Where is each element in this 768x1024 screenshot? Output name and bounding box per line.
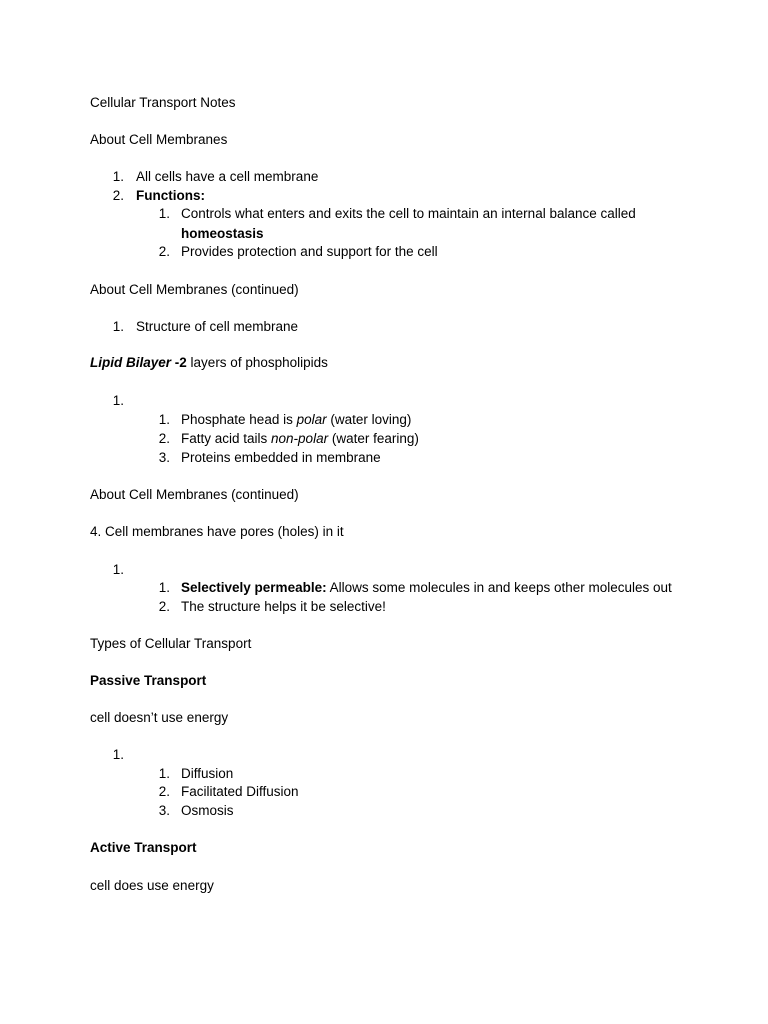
lipid-bilayer-term: Lipid Bilayer <box>90 355 172 370</box>
sublist-item: Facilitated Diffusion <box>181 784 299 799</box>
active-transport-heading: Active Transport <box>90 840 197 855</box>
sublist-number: 1. <box>158 580 170 595</box>
sublist-number: 2. <box>158 431 170 446</box>
list-number: 1. <box>112 562 124 577</box>
section-heading-continued: About Cell Membranes (continued) <box>90 282 299 297</box>
sublist-number: 2. <box>158 244 170 259</box>
sublist-number: 2. <box>158 599 170 614</box>
sublist-item: Proteins embedded in membrane <box>181 450 381 465</box>
passive-transport-heading: Passive Transport <box>90 673 207 688</box>
sublist-number: 2. <box>158 784 170 799</box>
list-item: Structure of cell membrane <box>136 319 299 334</box>
lipid-bilayer-dash: -2 <box>171 355 187 370</box>
lipid-bilayer-text: layers of phospholipids <box>186 355 328 370</box>
homeostasis-term: homeostasis <box>181 226 264 241</box>
sublist-item: Osmosis <box>181 803 234 818</box>
section-heading-types: Types of Cellular Transport <box>90 636 252 651</box>
list-number: 1. <box>112 319 124 334</box>
section-heading-continued: About Cell Membranes (continued) <box>90 487 299 502</box>
sublist-item: Controls what enters and exits the cell to maintain an internal balance called <box>181 206 636 221</box>
sublist-number: 3. <box>158 450 170 465</box>
lipid-bilayer-line <box>90 354 328 373</box>
sublist-item: Diffusion <box>181 766 234 781</box>
list-number: 1. <box>112 747 124 762</box>
sublist-item: Provides protection and support for the cell <box>181 244 438 259</box>
list-number: 1. <box>112 169 124 184</box>
sublist-number: 1. <box>158 206 170 221</box>
active-transport-desc: cell does use energy <box>90 878 214 893</box>
passive-transport-desc: cell doesn’t use energy <box>90 710 229 725</box>
list-number: 1. <box>112 393 124 408</box>
sublist-text: Fatty acid tails <box>181 431 272 446</box>
sublist-text: (water fearing) <box>328 431 419 446</box>
sublist-item <box>181 411 411 430</box>
list-item: All cells have a cell membrane <box>136 169 319 184</box>
sublist-text: Phosphate head is <box>181 412 297 427</box>
sublist-emphasis: non-polar <box>271 431 329 446</box>
selectively-permeable-term: Selectively permeable: <box>181 580 327 595</box>
sublist-item <box>181 430 419 449</box>
page-title: Cellular Transport Notes <box>90 95 236 110</box>
sublist-emphasis: polar <box>296 412 327 427</box>
sublist-number: 3. <box>158 803 170 818</box>
pores-line: 4. Cell membranes have pores (holes) in it <box>90 524 344 539</box>
sublist-item <box>181 579 672 598</box>
sublist-number: 1. <box>158 766 170 781</box>
list-number: 2. <box>112 188 124 203</box>
section-heading-cell-membranes: About Cell Membranes <box>90 132 228 147</box>
sublist-item: The structure helps it be selective! <box>181 599 386 614</box>
sublist-number: 1. <box>158 412 170 427</box>
sublist-text: Allows some molecules in and keeps other molecules out <box>326 580 672 595</box>
sublist-text: (water loving) <box>326 412 412 427</box>
list-item-functions: Functions: <box>136 188 205 203</box>
